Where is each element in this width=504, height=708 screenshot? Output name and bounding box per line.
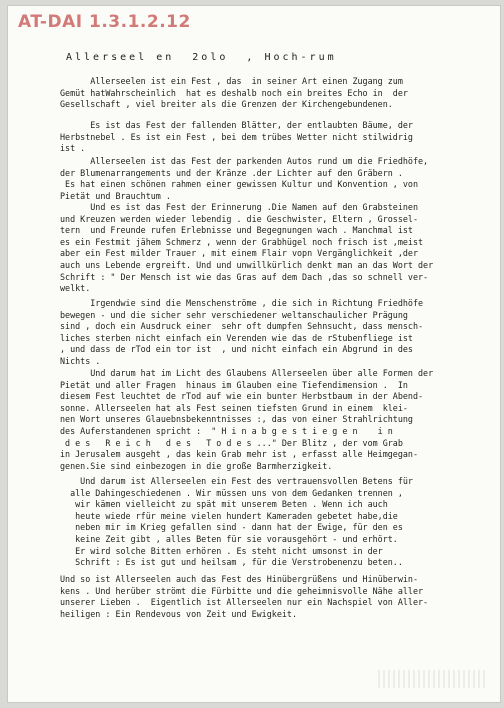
document-title: Allerseel en 2olo , Hoch-rum xyxy=(66,52,337,63)
paragraph-6: Und darum hat im Licht des Glaubens Allerseelen über alle Formen der Pietät und aller Fragen hinaus im Glauben eine Tiefendimension . In diesem Fest leuchtet de rTod auf wie ein bunter Herbstbaum in der Abend- sonne. Allerseelen hat als Fest seinen tiefsten Grund in einem klei- nen Wort unseres Glauebnsbekenntnisses :, das von einer Strahlrichtung des Auferstandenen spricht : " H i n a b g e s t i e g e n i n d e s R e i c h d e s T o d e s ..." Der Blitz , der vom Grab in Jerusalem ausgeht , das kein Grab mehr ist , erfasst alle Heimgegan- genen.Sie sind einbezogen in die große Barmherzigkeit. xyxy=(60,368,434,471)
paragraph-7: Und darum ist Allerseelen ein Fest des vertrauensvollen Betens für alle Dahingeschiedenen . Wir müssen uns von dem Gedanken trennen , wir kämen vielleicht zu spät mit unserem Beten . Wenn ich auch heute wiede rfür meine vielen hundert Kameraden gebetet habe,die neben mir im Krieg gefallen sind - dann hat der Ewige, für den es keine Zeit gibt , alles Beten für sie vorausgehört - und erhört. Er wird solche Bitten erhören . Es steht nicht umsonst in der Schrift : Es ist gut und heilsam , für die Verstrobenenzu beten.. xyxy=(70,476,413,568)
paragraph-2: Es ist das Fest der fallenden Blätter, der entlaubten Bäume, der Herbstnebel . Es ist ein Fest , bei dem trübes Wetter nicht stilwidrig ist . xyxy=(60,120,413,154)
paragraph-8: Und so ist Allerseelen auch das Fest des Hinübergrüßens und Hinüberwin- kens . Und herüber strömt die Fürbitte und die geheimnisvolle Nähe aller unserer Lieben . Eigentlich ist Allerseelen nur ein Nachspiel von Aller- heiligen : Ein Rendevous von Zeit und Ewigkeit. xyxy=(60,574,429,619)
paragraph-3: Allerseelen ist das Fest der parkenden Autos rund um die Friedhöfe, der Blumenarrangements und der Kränze .der Lichter auf den Gräbern . Es hat einen schönen rahmen einer gewissen Kultur und Konvention , von Pietät und Brauchtum . xyxy=(60,156,429,201)
paragraph-4: Und es ist das Fest der Erinnerung .Die Namen auf den Grabsteinen und Kreuzen werden wieder lebendig . die Geschwister, Eltern , Grossel- tern und Freunde rufen Erlebnisse und Begegnungen wach . Manchmal ist es ein Festmit jähem Schmerz , wenn der Grabhügel noch frisch ist ,meist aber ein Fest milder Trauer , mit einem Flair vopn Vergänglichkeit ,der auch uns Lebende ergreift. Und und unwillkürlich denkt man an das Wort der Schrift : " Der Mensch ist wie das Gras auf dem Dach ,das so schnell ver- welkt. xyxy=(60,202,434,294)
paragraph-5: Irgendwie sind die Menschenströme , die sich in Richtung Friedhöfe bewegen - und die sicher sehr verschiedener weltanschaulicher Prägung sind , doch ein Ausdruck einer sehr oft dumpfen Sehnsucht, dass mensch- liches sterben nicht einfach ein Verenden wie das de rStubenfliege ist , und dass de rTod ein tor ist , und nicht einfach ein Abgrund in des Nichts . xyxy=(60,298,424,366)
document-page xyxy=(8,6,500,702)
paragraph-1: Allerseelen ist ein Fest , das in seiner Art einen Zugang zum Gemüt hatWahrscheinlich hat es deshalb noch ein breites Echo in der Gesellschaft , viel breiter als die Grenzen der Kirchengebundenen. xyxy=(60,76,408,110)
archive-code-stamp: AT-DAI 1.3.1.2.12 xyxy=(18,12,191,32)
scan-shadow-decoration xyxy=(378,670,488,688)
